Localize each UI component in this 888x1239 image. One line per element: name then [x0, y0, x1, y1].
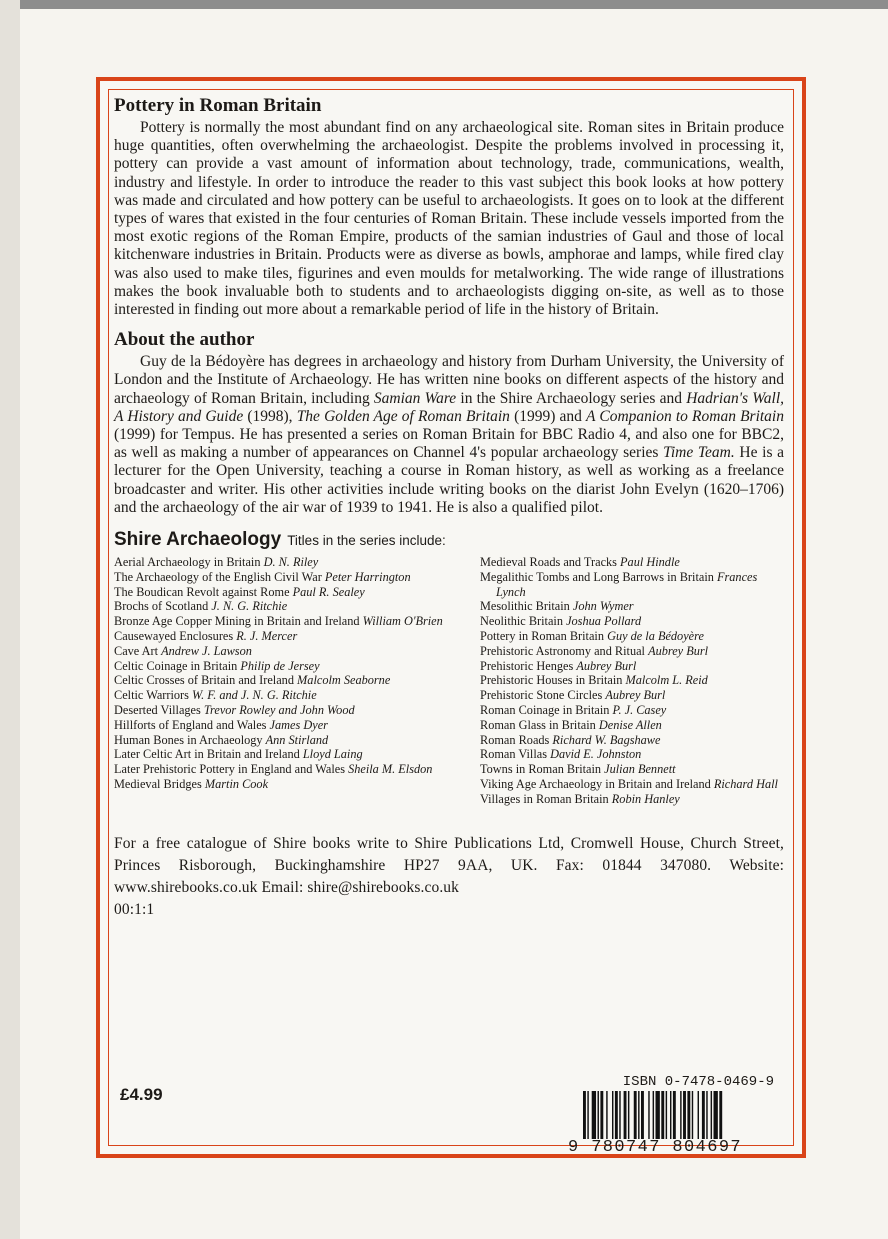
series-title-item: Medieval Bridges Martin Cook: [114, 777, 269, 792]
series-title-item: Roman Villas David E. Johnston: [480, 747, 642, 762]
series-title-item: Brochs of Scotland J. N. G. Ritchie: [114, 599, 288, 614]
series-title-item: Cave Art Andrew J. Lawson: [114, 643, 252, 658]
price: £4.99: [120, 1085, 163, 1104]
series-column-right: [480, 555, 780, 807]
about-author: [114, 329, 784, 517]
series-title-item: Prehistoric Houses in Britain Malcolm L. Reid: [480, 673, 708, 688]
series-title-item: Aerial Archaeology in Britain D. N. Riley: [114, 555, 319, 570]
series-header: [114, 529, 784, 551]
series-title-item: Celtic Warriors W. F. and J. N. G. Ritchie: [114, 688, 317, 703]
print-code: 00:1:1: [114, 900, 155, 918]
series-title-item: Medieval Roads and Tracks Paul Hindle: [480, 555, 680, 570]
series-title: Shire Archaeology: [114, 529, 282, 551]
author-bio: Guy de la Bédoyère has degrees in archaeology and history from Durham University, the University of London and the Institute of Archaeology. He has written nine books on different aspects of the history and archaeology of Roman Britain, including Samian Ware in the Shire Archaeology series and Hadrian's Wall, A History and Guide (1998), The Golden Age of Roman Britain (1999) and A Companion to Roman Britain (1999) for Tempus. He has presented a series on Roman Britain for BBC Radio 4, and also one for BBC2, as well as making a number of appearances on Channel 4's popular archaeology series Time Team. He is a lecturer for the Open University, teaching a course in Roman history, as well as working as a freelance broadcaster and writer. His other activities include writing books on the diarist John Evelyn (1620–1706) and the archaeology of the air war of 1939 to 1941. He is also a qualified pilot.: [114, 353, 785, 516]
series-list: [114, 529, 784, 807]
series-title-item: The Archaeology of the English Civil War Peter Harrington: [114, 569, 411, 584]
series-title-item: Celtic Coinage in Britain Philip de Jersey: [114, 658, 320, 673]
series-title-item: Prehistoric Stone Circles Aubrey Burl: [480, 688, 666, 703]
series-title-item: Human Bones in Archaeology Ann Stirland: [114, 732, 329, 747]
book-description: [114, 95, 784, 319]
series-title-item: Neolithic Britain Joshua Pollard: [480, 614, 642, 629]
series-title-item: Mesolithic Britain John Wymer: [480, 599, 634, 614]
series-title-item: Villages in Roman Britain Robin Hanley: [480, 791, 680, 806]
series-title-item: Roman Roads Richard W. Bagshawe: [480, 732, 661, 747]
book-blurb: Pottery is normally the most abundant find on any archaeological site. Roman sites in Britain produce huge quantities, often overwhelming the archaeologist. Despite the problems involved in processing it, pottery can provide a vast amount of information about technology, trade, communications, wealth, industry and lifestyle. In order to introduce the reader to this vast subject this book looks at how pottery was made and circulated and how pottery can be useful to archaeologists. It goes on to look at the different types of wares that existed in the four centuries of Roman Britain. These include vessels imported from the most exotic regions of the Roman Empire, products of the samian industries of Gaul and those of local kitchenware industries in Britain. Products were as diverse as bowls, amphorae and lamps, while fired clay was also used to make tiles, figurines and even moulds for metalworking. The wide range of illustrations makes the book invaluable both to students and to archaeologists digging on-site, as well as to those interested in finding out more about a remarkable period of life in the history of Britain.: [114, 119, 784, 319]
barcode: [581, 1091, 783, 1139]
series-title-item: Prehistoric Henges Aubrey Burl: [480, 658, 637, 673]
series-title-item: Bronze Age Copper Mining in Britain and Ireland William O'Brien: [114, 614, 443, 629]
series-title-item: Prehistoric Astronomy and Ritual Aubrey Burl: [480, 643, 709, 658]
series-title-item: Towns in Roman Britain Julian Bennett: [480, 762, 676, 777]
cover-text: [114, 95, 784, 936]
isbn: ISBN 0-7478-0469-9: [622, 1074, 774, 1090]
series-title-item: Causewayed Enclosures R. J. Mercer: [114, 629, 298, 644]
scan-left-edge: [0, 0, 20, 1239]
catalogue-notice: For a free catalogue of Shire books write to Shire Publications Ltd, Cromwell House, Church Street, Princes Risborough, Buckinghamshire HP27 9AA, UK. Fax: 01844 347080. Website: www.shirebooks.co.uk Email: shire@shirebooks.co.uk 00:1:1: [114, 834, 784, 918]
series-title-item: Later Prehistoric Pottery in England and Wales Sheila M. Elsdon: [114, 762, 433, 777]
series-columns: [114, 555, 784, 807]
series-title-item: Megalithic Tombs and Long Barrows in Britain Frances Lynch: [480, 569, 758, 599]
series-title-item: Viking Age Archaeology in Britain and Ireland Richard Hall: [480, 777, 778, 792]
series-title-item: Pottery in Roman Britain Guy de la Bédoyère: [480, 629, 704, 644]
series-title-item: Later Celtic Art in Britain and Ireland Lloyd Laing: [114, 747, 363, 762]
series-title-item: Deserted Villages Trevor Rowley and John Wood: [114, 703, 355, 718]
barcode-number: 9 780747 804697: [568, 1138, 743, 1157]
series-title-item: The Boudican Revolt against Rome Paul R. Sealey: [114, 584, 365, 599]
cover-frame: [96, 77, 806, 1158]
series-title-item: Roman Coinage in Britain P. J. Casey: [480, 703, 667, 718]
about-author-heading: About the author: [114, 329, 255, 351]
series-subtitle: Titles in the series include:: [287, 533, 446, 549]
series-title-item: Celtic Crosses of Britain and Ireland Malcolm Seaborne: [114, 673, 391, 688]
series-title-item: Roman Glass in Britain Denise Allen: [480, 717, 662, 732]
book-title-heading: Pottery in Roman Britain: [114, 95, 322, 116]
scan-top-edge: [0, 0, 888, 9]
series-title-item: Hillforts of England and Wales James Dyer: [114, 717, 328, 732]
series-column-left: [114, 555, 474, 807]
